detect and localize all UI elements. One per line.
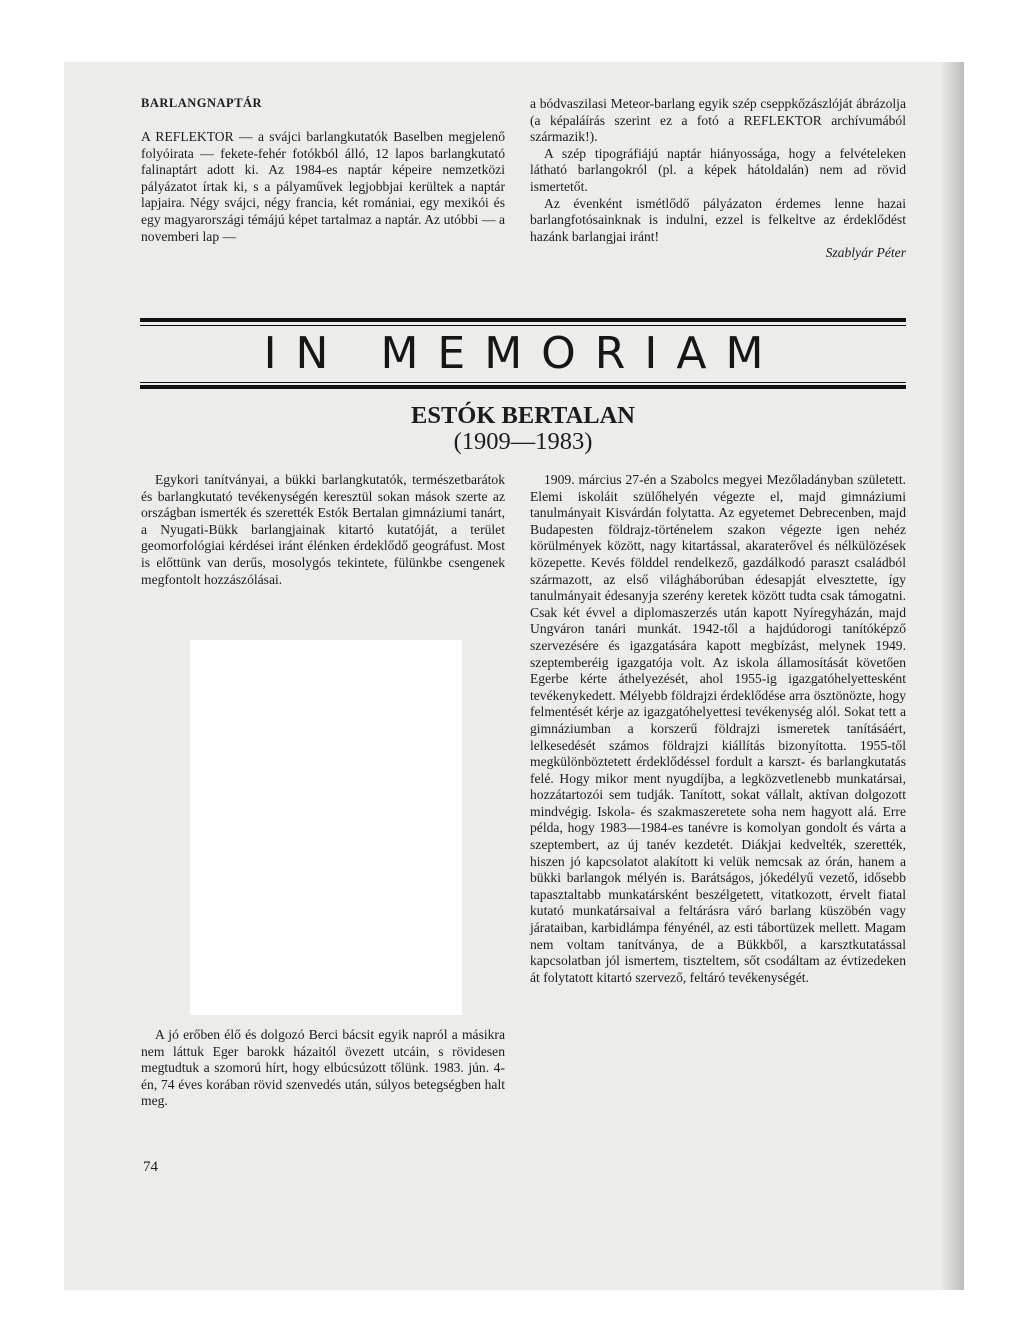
obituary-closing-paragraph: A jó erőben élő és dolgozó Berci bácsit egyik napról a másikra nem láttuk Eger barokk házaitól övezett utcáin, s rövidesen megtudtuk a szomorú hírt, hogy elbúcsúzott tőlünk. 1983. jún. 4-én, 74 éves korában rövid szenvedés után, súlyos betegségben halt meg. <box>141 1027 505 1109</box>
section-left-column <box>141 129 505 245</box>
obituary-intro-paragraph: Egykori tanítványai, a bükki barlangkutatók, természetbarátok és barlangkutató tevékenységén keresztül sokan mások szerte az országban ismerték és szerették Estók Bertalan gimnáziumi tanárt, a Nyugati-Bükk barlangjainak kitartó kutatóját, a terület geomorfológiai kérdései iránt élénken érdeklődő geográfust. Most is előttünk van derűs, mosolygós tekintete, fülünkbe csengenek megfontolt hozzászólásai. <box>141 472 505 587</box>
section-heading: BARLANGNAPTÁR <box>141 96 263 110</box>
page-edge-shadow <box>942 62 964 1290</box>
obituary-right-column <box>530 472 906 986</box>
section-left-paragraph: A REFLEKTOR — a svájci barlangkutatók Baselben megjelenő folyóirata — fekete-fehér fotókból álló, 12 lapos barlangkutató falinaptárt adott ki. Az 1984-es naptár képeire nemzetközi pályázatot írtak ki, s a pályaművek legjobbjai kerültek a naptár lapjaira. Négy svájci, négy francia, két romániai, egy mexikói és egy magyarországi témájú képet tartalmaz a naptár. Az utóbbi — a novemberi lap — <box>141 129 505 244</box>
page-number: 74 <box>143 1159 158 1175</box>
obituary-left-column-top <box>141 472 505 588</box>
section-right-paragraph-1: a bódvaszilasi Meteor-barlang egyik szép cseppkőzászlóját ábrázolja (a képaláírás szerint ez a fotó a REFLEKTOR archívumából származik!). <box>530 96 906 145</box>
banner-title: IN MEMORIAM <box>263 328 783 379</box>
banner-bottom-rule-thick <box>140 385 906 389</box>
obituary-left-column-bottom <box>141 1027 505 1110</box>
section-right-paragraph-3: Az évenként ismétlődő pályázaton érdemes lenne hazai barlangfotósainknak is indulni, ezzel is felkeltve az érdeklődést hazánk barlangjai iránt! <box>530 195 906 244</box>
section-right-paragraph-2: A szép tipográfiájú naptár hiányossága, hogy a felvételeken látható barlangokról (pl. a képek hátoldalán) nem ad rövid ismertetőt. <box>530 145 906 194</box>
section-signature: Szablyár Péter <box>825 245 906 261</box>
banner-top-rule-thin <box>140 325 906 326</box>
obituary-years: (1909—1983) <box>453 428 593 455</box>
banner-bottom-rule-thin <box>140 382 906 383</box>
obituary-biography-paragraph: 1909. március 27-én a Szabolcs megyei Mezőladányban született. Elemi iskoláit szülőhelyén végezte el, majd gimnáziumi tanulmányait Kisvárdán folytatta. Az egyetemet Debrecenben, majd Budapesten földrajz-történelem szakon végezte igen nehéz körülmények között, nagy kitartással, akaraterővel és nélkülözések közepette. Kevés földdel rendelkező, gazdálkodó paraszt családból származott, az első világháborúban édesapját elvesztette, így tanulmányait édesanyja szerény keretek között tudta csak támogatni. Csak két évvel a diplomaszerzés után kapott Nyíregyházán, majd Ungváron tanári munkát. 1942-től a hajdúdorogi tanítóképző szervezésére és igazgatására kapott megbízást, melynek 1949. szeptemberéig igazgatója volt. Az iskola államosítását követően Egerbe kérte áthelyezését, ahol 1955-ig igazgatóhelyettesként tevékenykedett. Mélyebb földrajzi érdeklődése arra ösztönözte, hogy felmentését kérje az igazgatóhelyettesi tevékenység alól. Sokat tett a gimnáziumban a korszerű földrajzi ismeretek tanításáért, lelkesedését számos földrajzi kiállítás bizonyította. 1955-től megkülönböztetett érdeklődéssel fordult a karszt- és barlangkutatás felé. Hogy mikor ment nyugdíjba, a legközvetlenebb munkatársai, hozzátartozói sem tudják. Tanított, sokat vállalt, aktívan dolgozott mindvégig. Iskola- és szakmaszeretete soha nem hagyott alá. Erre példa, hogy 1983—1984-es tanévre is komolyan gondolt és várta a szeptembert, az új tanév kezdetét. Diákjai kedvelték, szerették, hiszen jó kapcsolatot alakított ki velük nemcsak az órán, hanem a bükki barlangok mélyén is. Barátságos, jókedélyű vezető, idősebb tapasztaltabb munkatársként beszélgetett, vitatkozott, érvelt fiatal kutató munkatársaival a feltárásra váró barlang küszöbén vagy járataiban, karbidlámpa fényénél, az esti tábortüzek mellett. Magam nem voltam tanítványa, de a Bükkből, a karsztkutatással kapcsolatban jól ismertem, tiszteltem, sőt csodáltam az évtizedeken át folytatott kitartó szervező, feltáró tevékenységét. <box>530 472 906 985</box>
banner-top-rule-thick <box>140 318 906 322</box>
section-right-column <box>530 96 906 262</box>
portrait-photo-placeholder <box>190 640 462 1015</box>
obituary-name: ESTÓK BERTALAN <box>410 402 635 429</box>
